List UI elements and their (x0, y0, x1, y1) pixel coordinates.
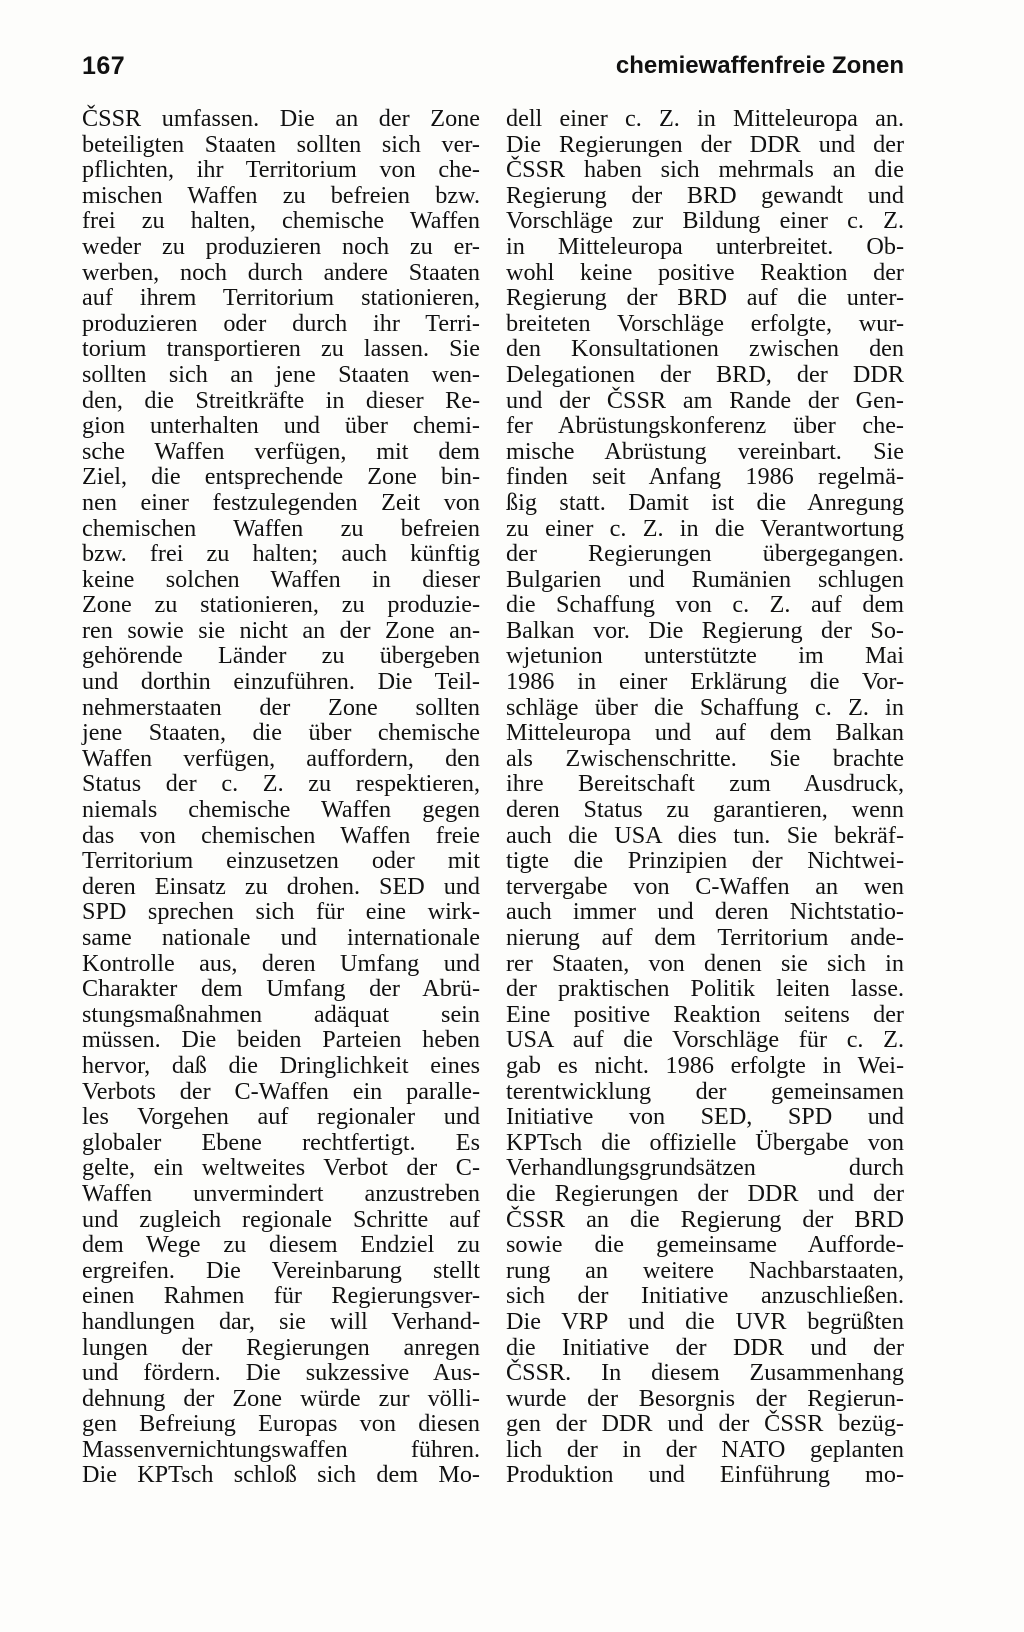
text-line: breiteten Vorschläge erfolgte, wur- (506, 309, 904, 337)
text-line: deren Status zu garantieren, wenn (506, 796, 904, 824)
text-line: wohl keine positive Reaktion der (506, 258, 904, 286)
text-line: Delegationen der BRD, der DDR (506, 360, 904, 388)
text-line: ČSSR umfassen. Die an der Zone (82, 105, 480, 132)
text-line: der praktischen Politik leiten lasse. (506, 975, 904, 1003)
text-line: ßig statt. Damit ist die Anregung (506, 488, 904, 516)
text-line: nen einer festzulegenden Zeit von (82, 488, 480, 516)
text-line: Die VRP und die UVR begrüßten (506, 1307, 904, 1335)
text-line: lich der in der NATO geplanten (506, 1435, 904, 1463)
text-line: rung an weitere Nachbarstaaten, (506, 1256, 904, 1284)
text-line: lungen der Regierungen anregen (82, 1333, 480, 1361)
text-line: den Konsultationen zwischen den (506, 335, 904, 363)
text-line: Balkan vor. Die Regierung der So- (506, 616, 904, 644)
text-line: nehmerstaaten der Zone sollten (82, 693, 480, 721)
text-line: tigte die Prinzipien der Nichtwei- (506, 847, 904, 875)
text-line: terentwicklung der gemeinsamen (506, 1077, 904, 1105)
text-line: dem Wege zu diesem Endziel zu (82, 1231, 480, 1259)
text-line: gion unterhalten und über chemi- (82, 412, 480, 440)
text-line: ihre Bereitschaft zum Ausdruck, (506, 770, 904, 798)
text-line: fer Abrüstungskonferenz über che- (506, 412, 904, 440)
text-line: das von chemischen Waffen freie (82, 821, 480, 849)
text-line: Die Regierungen der DDR und der (506, 130, 904, 158)
text-line: jene Staaten, die über chemische (82, 719, 480, 747)
text-line: chemischen Waffen zu befreien (82, 514, 480, 542)
text-line: Vorschläge zur Bildung einer c. Z. (506, 207, 904, 235)
text-line: Initiative von SED, SPD und (506, 1103, 904, 1131)
text-line: auch die USA dies tun. Sie bekräf- (506, 821, 904, 849)
text-line: Kontrolle aus, deren Umfang und (82, 949, 480, 977)
text-line: SPD sprechen sich für eine wirk- (82, 898, 480, 926)
text-line: stungsmaßnahmen adäquat sein (82, 1000, 480, 1028)
text-line: Verbots der C-Waffen ein paralle- (82, 1077, 480, 1105)
text-line: Territorium einzusetzen oder mit (82, 847, 480, 875)
text-line: und der ČSSR am Rande der Gen- (506, 386, 904, 414)
text-line: keine solchen Waffen in dieser (82, 565, 480, 593)
text-line: die Regierungen der DDR und der (506, 1179, 904, 1207)
text-line: handlungen dar, sie will Verhand- (82, 1307, 480, 1335)
text-line: rer Staaten, von denen sie sich in (506, 949, 904, 977)
text-line: torium transportieren zu lassen. Sie (82, 335, 480, 363)
text-line: Waffen unvermindert anzustreben (82, 1179, 480, 1207)
text-line: ČSSR an die Regierung der BRD (506, 1205, 904, 1233)
text-line: globaler Ebene rechtfertigt. Es (82, 1128, 480, 1156)
text-line: nierung auf dem Territorium ande- (506, 924, 904, 951)
text-line: ergreifen. Die Vereinbarung stellt (82, 1256, 480, 1284)
text-line: auch immer und deren Nichtstatio- (506, 898, 904, 926)
text-line: frei zu halten, chemische Waffen (82, 207, 480, 235)
text-line: auf ihrem Territorium stationieren, (82, 284, 480, 312)
text-line: die Schaffung von c. Z. auf dem (506, 591, 904, 619)
text-line: die Initiative der DDR und der (506, 1333, 904, 1361)
text-line: Verhandlungsgrundsätzen durch (506, 1154, 904, 1182)
text-line: same nationale und internationale (82, 924, 480, 951)
text-line: sollten sich an jene Staaten wen- (82, 360, 480, 388)
text-line: Charakter dem Umfang der Abrü- (82, 975, 480, 1003)
text-line: Regierung der BRD gewandt und (506, 181, 904, 209)
text-line: ČSSR. In diesem Zusammenhang (506, 1359, 904, 1387)
text-line: Produktion und Einführung mo- (506, 1461, 904, 1489)
text-line: finden seit Anfang 1986 regelmä- (506, 463, 904, 491)
text-line: mische Abrüstung vereinbart. Sie (506, 437, 904, 465)
text-line: in Mitteleuropa unterbreitet. Ob- (506, 232, 904, 260)
text-line: schläge über die Schaffung c. Z. in (506, 693, 904, 721)
text-line: Regierung der BRD auf die unter- (506, 284, 904, 312)
text-line: und zugleich regionale Schritte auf (82, 1205, 480, 1233)
text-line: einen Rahmen für Regierungsver- (82, 1282, 480, 1310)
text-line: produzieren oder durch ihr Terri- (82, 309, 480, 337)
text-line: der Regierungen übergegangen. (506, 540, 904, 568)
text-line: niemals chemische Waffen gegen (82, 796, 480, 824)
text-line: deren Einsatz zu drohen. SED und (82, 872, 480, 900)
text-line: ren sowie sie nicht an der Zone an- (82, 616, 480, 644)
text-line: mischen Waffen zu befreien bzw. (82, 181, 480, 209)
text-line: dehnung der Zone würde zur völli- (82, 1384, 480, 1412)
text-line: als Zwischenschritte. Sie brachte (506, 744, 904, 772)
text-line: tervergabe von C-Waffen an wen (506, 872, 904, 900)
text-line: müssen. Die beiden Parteien heben (82, 1026, 480, 1054)
text-line: gab es nicht. 1986 erfolgte in Wei- (506, 1051, 904, 1079)
text-line: Die KPTsch schloß sich dem Mo- (82, 1461, 480, 1489)
text-line: gehörende Länder zu übergeben (82, 642, 480, 670)
text-line: Waffen verfügen, auffordern, den (82, 744, 480, 772)
text-line: Zone zu stationieren, zu produzie- (82, 591, 480, 619)
text-line: 1986 in einer Erklärung die Vor- (506, 668, 904, 696)
text-line: pflichten, ihr Territorium von che- (82, 156, 480, 184)
text-line: beteiligten Staaten sollten sich ver- (82, 130, 480, 158)
text-line: den, die Streitkräfte in dieser Re- (82, 386, 480, 414)
text-line: und fördern. Die sukzessive Aus- (82, 1359, 480, 1387)
text-line: les Vorgehen auf regionaler und (82, 1103, 480, 1131)
text-line: Bulgarien und Rumänien schlugen (506, 565, 904, 593)
text-line: Eine positive Reaktion seitens der (506, 1000, 904, 1028)
text-line: gelte, ein weltweites Verbot der C- (82, 1154, 480, 1182)
text-line: bzw. frei zu halten; auch künftig (82, 540, 480, 568)
text-line: dell einer c. Z. in Mitteleuropa an. (506, 105, 904, 132)
text-line: ČSSR haben sich mehrmals an die (506, 156, 904, 184)
right-text-column (506, 106, 904, 1488)
text-line: wurde der Besorgnis der Regierun- (506, 1384, 904, 1412)
text-line: sich der Initiative anzuschließen. (506, 1282, 904, 1310)
text-line: hervor, daß die Dringlichkeit eines (82, 1051, 480, 1079)
page-header (82, 52, 904, 88)
text-line: wjetunion unterstützte im Mai (506, 642, 904, 670)
text-line: gen Befreiung Europas von diesen (82, 1410, 480, 1438)
left-text-column (82, 106, 480, 1488)
running-head: chemiewaffenfreie Zonen (615, 52, 904, 79)
page-number: 167 (82, 52, 126, 80)
text-line: KPTsch die offizielle Übergabe von (506, 1128, 904, 1156)
text-line: und dorthin einzuführen. Die Teil- (82, 668, 480, 696)
text-line: sche Waffen verfügen, mit dem (82, 437, 480, 465)
text-line: Massenvernichtungswaffen führen. (82, 1435, 480, 1463)
text-line: Status der c. Z. zu respektieren, (82, 770, 480, 798)
text-line: gen der DDR und der ČSSR bezüg- (506, 1410, 904, 1438)
text-line: zu einer c. Z. in die Verantwortung (506, 514, 904, 542)
text-line: USA auf die Vorschläge für c. Z. (506, 1026, 904, 1054)
text-line: sowie die gemeinsame Aufforde- (506, 1231, 904, 1259)
text-line: werben, noch durch andere Staaten (82, 258, 480, 286)
text-line: weder zu produzieren noch zu er- (82, 232, 480, 260)
text-line: Ziel, die entsprechende Zone bin- (82, 463, 480, 491)
text-line: Mitteleuropa und auf dem Balkan (506, 719, 904, 747)
